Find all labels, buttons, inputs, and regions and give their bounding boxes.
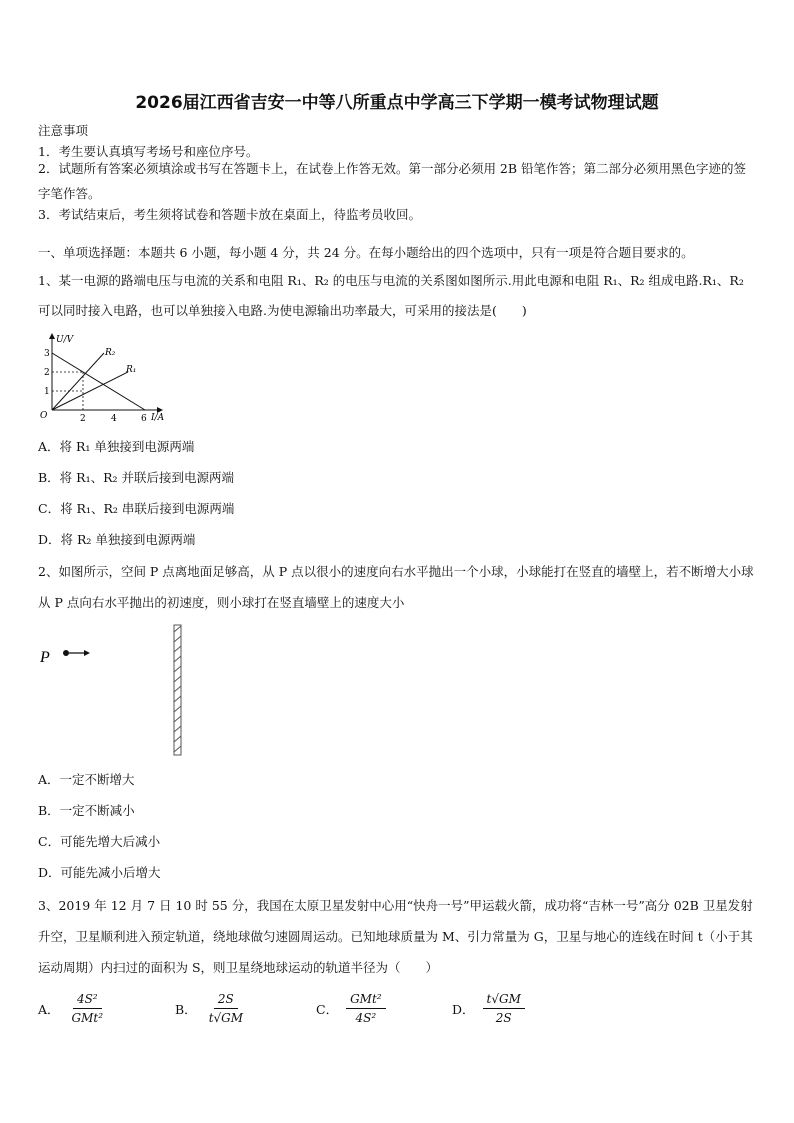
q3-option-d (452, 992, 525, 1025)
q3-option-b-numerator: 2S (214, 992, 238, 1009)
q3-option-b (175, 992, 247, 1025)
q3-option-b-denominator: t√GM (208, 1011, 244, 1025)
q1-ui-graph (38, 330, 170, 426)
q3-option-b-fraction (205, 992, 247, 1025)
notice-item-1: 1．考生要认真填写考场号和座位序号。 (38, 144, 259, 159)
ball-icon (63, 650, 69, 656)
q3-option-d-fraction (483, 992, 525, 1025)
q2-option-d: D．可能先减小后增大 (38, 865, 161, 880)
x-tick-6: 6 (141, 414, 147, 424)
notice-item-3: 3．考试结束后，考生须将试卷和答题卡放在桌面上，待监考员收回。 (38, 207, 421, 222)
q3-option-c-denominator: 4S² (355, 1011, 377, 1025)
question-3-stem: 3、2019 年 12 月 7 日 10 时 55 分，我国在太原卫星发射中心用“快舟一号”甲运载火箭，成功将“吉林一号”高分 02B 卫星发射升空，卫星顺利进入预定轨道，绕地球做匀速圆周运动。已知地球质量为 M、引力常量为 G，卫星与地心的连线在时间 t（小于其运动周期）内扫过的面积为 S，则卫星绕地球运动的轨道半径为（ ） (38, 898, 753, 975)
y-tick-1: 1 (44, 387, 50, 397)
q2-option-a: A．一定不断增大 (38, 772, 135, 787)
r1-line (52, 372, 128, 410)
q3-option-a-numerator: 4S² (73, 992, 102, 1009)
r1-label: R₁ (126, 365, 137, 375)
page-title: 2026届江西省吉安一中等八所重点中学高三下学期一模考试物理试题 (135, 93, 659, 113)
y-axis-label: U/V (56, 335, 74, 345)
r2-label: R₂ (105, 348, 116, 358)
q3-option-a-fraction (68, 992, 108, 1025)
q3-option-d-numerator: t√GM (483, 992, 525, 1009)
y-tick-3: 3 (44, 349, 50, 359)
point-p-label: P (40, 649, 50, 666)
q1-option-c: C．将 R₁、R₂ 串联后接到电源两端 (38, 501, 235, 516)
x-tick-4: 4 (111, 414, 117, 424)
q2-option-b: B．一定不断减小 (38, 803, 135, 818)
q3-option-d-letter: D． (452, 1001, 475, 1017)
q3-option-c-fraction (346, 992, 386, 1025)
question-2-stem: 2、如图所示，空间 P 点离地面足够高，从 P 点以很小的速度向右水平抛出一个小球，小球能打在竖直的墙壁上，若不断增大小球从 P 点向右水平抛出的初速度，则小球打在竖直墙壁上的速度大小 (38, 564, 754, 610)
q2-figure (36, 620, 196, 760)
q3-option-a-denominator: GMt² (71, 1011, 104, 1025)
q3-option-a-letter: A． (38, 1001, 60, 1017)
question-1-stem: 1、某一电源的路端电压与电流的关系和电阻 R₁、R₂ 的电压与电流的关系图如图所示.用此电源和电阻 R₁、R₂ 组成电路.R₁、R₂ 可以同时接入电路，也可以单独接入电路.为使电源输出功率最大，可采用的接法是( ) (38, 273, 744, 318)
q3-option-c-letter: C． (316, 1001, 339, 1017)
q1-option-b: B．将 R₁、R₂ 并联后接到电源两端 (38, 470, 234, 485)
origin-label: O (40, 411, 48, 421)
x-axis-label: I/A (151, 413, 165, 423)
y-tick-2: 2 (44, 368, 50, 378)
q1-option-a: A．将 R₁ 单独接到电源两端 (38, 439, 195, 454)
q3-option-c (316, 992, 386, 1025)
q3-option-b-letter: B． (175, 1001, 197, 1017)
notice-item-2: 2．试题所有答案必须填涂或书写在答题卡上，在试卷上作答无效。第一部分必须用 2B 铅笔作答；第二部分必须用黑色字迹的签字笔作答。 (38, 161, 747, 201)
wall (174, 625, 181, 755)
notice-heading: 注意事项 (38, 123, 89, 138)
q3-option-a (38, 992, 107, 1025)
x-tick-2: 2 (80, 414, 86, 424)
source-line (52, 353, 145, 410)
q3-option-c-numerator: GMt² (346, 992, 386, 1009)
q2-option-c: C．可能先增大后减小 (38, 834, 161, 849)
section-heading: 一、单项选择题：本题共 6 小题，每小题 4 分，共 24 分。在每小题给出的四个选项中，只有一项是符合题目要求的。 (38, 245, 694, 260)
q1-option-d: D．将 R₂ 单独接到电源两端 (38, 532, 196, 547)
arrow-head-icon (84, 650, 90, 656)
q3-option-d-denominator: 2S (495, 1011, 512, 1025)
r2-line (52, 353, 104, 410)
